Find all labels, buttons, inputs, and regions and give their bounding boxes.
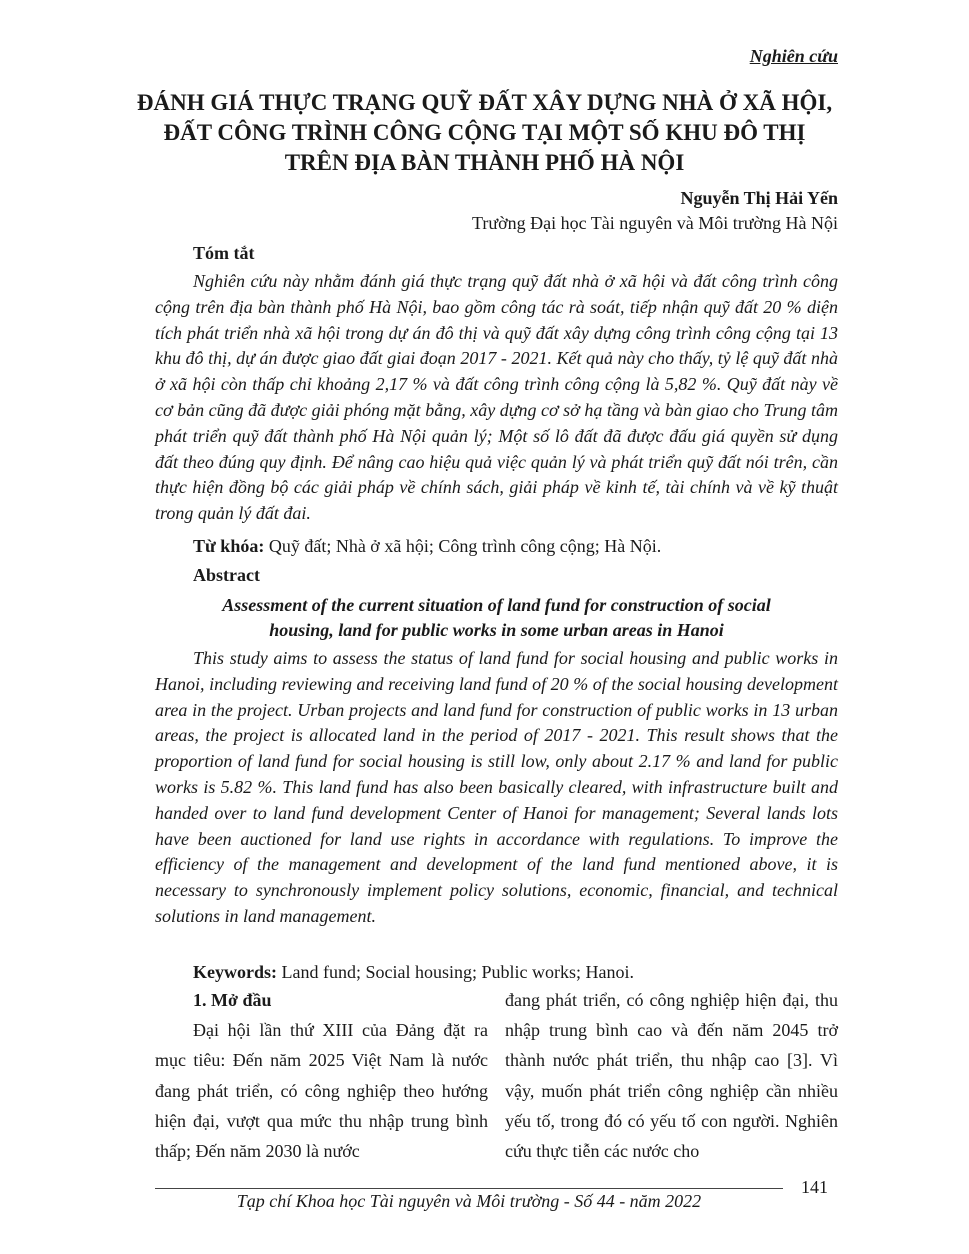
body-text-left: Đại hội lần thứ XIII của Đảng đặt ra mục tiêu: Đến năm 2025 Việt Nam là nước đang phát triển, có công nghiệp theo hướng hiện đại, vượt qua mức thu nhập trung bình thấp; Đến năm 2030 là nước [155,1020,488,1162]
keywords-en-list: Land fund; Social housing; Public works; Hanoi. [277,962,634,982]
body-text-right: đang phát triển, có công nghiệp hiện đại, thu nhập trung bình cao và đến năm 2045 trở thành nước phát triển, thu nhập cao [3]. Vì vậy, muốn phát triển công nghiệp cần nhiều yếu tố, trong đó có yếu tố con người. Nghiên cứu thực tiễn các nước cho [505,990,838,1162]
abstract-vi-heading: Tóm tắt [193,243,255,263]
keywords-vi-label: Từ khóa: [193,536,265,556]
section-tag: Nghiên cứu [749,46,838,66]
abstract-en-text: This study aims to assess the status of land fund for social housing and public works in Hanoi, including reviewing and receiving land fund of 20 % of the social housing development area in the project. Urban projects and land fund for construction of public works in 13 urban areas, the project is allocated land in the period of 2017 - 2021. This result shows that the proportion of land fund for social housing is still low, only about 2.17 % and land for public works is 5.82 %. This land fund has also been basically cleared, with infrastructure built and handed over to land fund development Center of Hanoi for management; Several lands lots have been auctioned for land use rights in accordance with regulations. To improve the efficiency of the management and development of the land fund mentioned above, it is necessary to synchronously implement policy solutions, economic, financial, and technical solutions in land management. [155,648,838,926]
journal-footer: Tạp chí Khoa học Tài nguyên và Môi trường - Số 44 - năm 2022 [236,1191,702,1211]
abstract-vi-text: Nghiên cứu này nhằm đánh giá thực trạng quỹ đất nhà ở xã hội và đất công trình công cộng trên địa bàn thành phố Hà Nội, bao gồm công tác rà soát, tiếp nhận quỹ đất 20 % diện tích phát triển nhà xã hội trong dự án đô thị và quỹ đất xây dựng công trình công cộng tại 13 khu đô thị, dự án được giao đất giai đoạn 2017 - 2021. Kết quả này cho thấy, tỷ lệ quỹ đất nhà ở xã hội còn thấp chỉ khoảng 2,17 % và đất công trình công cộng là 5,82 %. Quỹ đất này về cơ bản cũng đã được giải phóng mặt bằng, xây dựng cơ sở hạ tầng và bàn giao cho Trung tâm phát triển quỹ đất thành phố Hà Nội quản lý; Một số lô đất đã được đấu giá quyền sử dụng đất theo đúng quy định. Để nâng cao hiệu quả việc quản lý và phát triển quỹ đất nói trên, cần thực hiện đồng bộ các giải pháp về chính sách, giải pháp về kinh tế, tài chính và về kỹ thuật trong quản lý đất đai. [155,271,838,524]
keywords-en [193,962,634,983]
keywords-vi [193,536,661,557]
english-title [155,593,838,643]
section-heading: 1. Mở đầu [193,990,272,1010]
article-title [100,88,869,178]
title-line: TRÊN ĐỊA BÀN THÀNH PHỐ HÀ NỘI [284,150,685,175]
keywords-en-label: Keywords: [193,962,277,982]
abstract-en-heading: Abstract [193,565,260,585]
english-title-line: housing, land for public works in some urban areas in Hanoi [269,620,724,640]
keywords-vi-list: Quỹ đất; Nhà ở xã hội; Công trình công cộng; Hà Nội. [264,536,662,556]
body-column-left [155,985,488,1166]
page-number: 141 [801,1177,828,1197]
author-name: Nguyễn Thị Hải Yến [680,188,838,208]
title-line: ĐÁNH GIÁ THỰC TRẠNG QUỸ ĐẤT XÂY DỰNG NHÀ Ở XÃ HỘI, [136,90,833,115]
english-title-line: Assessment of the current situation of land fund for construction of social [222,595,771,615]
title-line: ĐẤT CÔNG TRÌNH CÔNG CỘNG TẠI MỘT SỐ KHU ĐÔ THỊ [163,120,806,145]
footer-divider [155,1188,783,1189]
body-column-right [505,985,838,1166]
author-affiliation: Trường Đại học Tài nguyên và Môi trường Hà Nội [471,213,838,233]
